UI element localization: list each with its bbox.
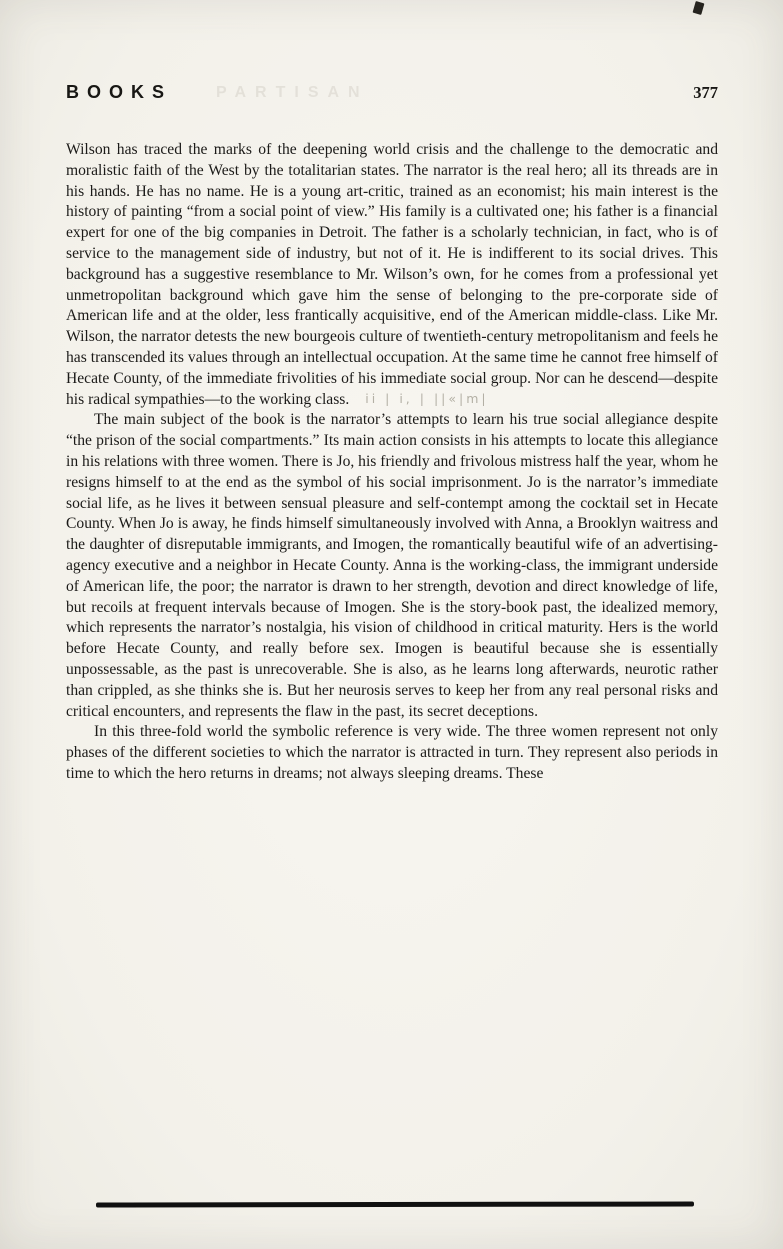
section-title: BOOKS: [66, 82, 173, 102]
body-text: [66, 140, 718, 785]
paragraph-2: The main subject of the book is the narrator’s attempts to learn his true social allegiance despite “the prison of the social compartments.” Its main action consists in his attempts to locate this allegiance in his relations with three women. There is Jo, his friendly and frivolous mistress half the year, whom he resigns himself to at the end as the symbol of his social imprisonment. Jo is the narrator’s immediate social life, as he lives it between sensual pleasure and self-contempt among the cocktail set in Hecate County. When Jo is away, he finds himself simultaneously involved with Anna, a Brooklyn waitress and the daughter of disreputable immigrants, and Imogen, the romantically beautiful wife of an advertising-agency executive and a neighbor in Hecate County. Anna is the working-class, the immigrant underside of American life, the poor; the narrator is drawn to her strength, devotion and direct knowledge of life, but recoils at frequent intervals because of Imogen. She is the story-book past, the idealized memory, which represents the narrator’s nostalgia, his vision of childhood in critical maturity. Hers is the world before Hecate County, and really before sex. Imogen is beautiful because she is essentially unpossessable, as the past is unrecoverable. She is also, as he learns long afterwards, neurotic rather than crippled, as she thinks she is. But her neurosis serves to keep her from any real personal risks and critical encounters, and represents the flaw in the past, its secret deceptions.: [66, 411, 718, 720]
paragraph-1: [66, 140, 718, 410]
scan-artifact-corner-mark: [693, 1, 705, 15]
page-header: [66, 82, 718, 106]
scan-artifact-bottom-line: [96, 1201, 694, 1207]
show-through-text: PARTISAN: [216, 84, 369, 101]
pencil-marks: ii | i, | ||«|m|: [365, 390, 489, 406]
paragraph-1-text: Wilson has traced the marks of the deepening world crisis and the challenge to the democratic and moralistic faith of the West by the totalitarian states. The narrator is the real hero; all its threads are in his hands. He has no name. He is a young art-critic, trained as an economist; his main interest is the history of painting “from a social point of view.” His family is a cultivated one; his father is a financial expert for one of the big companies in Detroit. The father is a scholarly technician, in fact, who is of service to the management side of industry, but not of it. He is indifferent to its social drives. This background has a suggestive resemblance to Mr. Wilson’s own, for he comes from a professional yet unmetropolitan background which gave him the sense of belonging to the pre-corporate side of American life and at the older, less frantically acquisitive, end of the American middle-class. Like Mr. Wilson, the narrator detests the new bourgeois culture of twentieth-century metropolitanism and feels he has transcended its values through an intellectual occupation. At the same time he cannot free himself of Hecate County, of the immediate frivolities of his immediate social group. Nor can he descend—despite his radical sympathies—to the working class.: [66, 141, 718, 408]
page-content: [66, 82, 718, 785]
page-number: 377: [693, 83, 718, 102]
paragraph-3: In this three-fold world the symbolic reference is very wide. The three women represent not only phases of the different societies to which the narrator is attracted in turn. They represent also periods in time to which the hero returns in dreams; not always sleeping dreams. These: [66, 723, 718, 782]
